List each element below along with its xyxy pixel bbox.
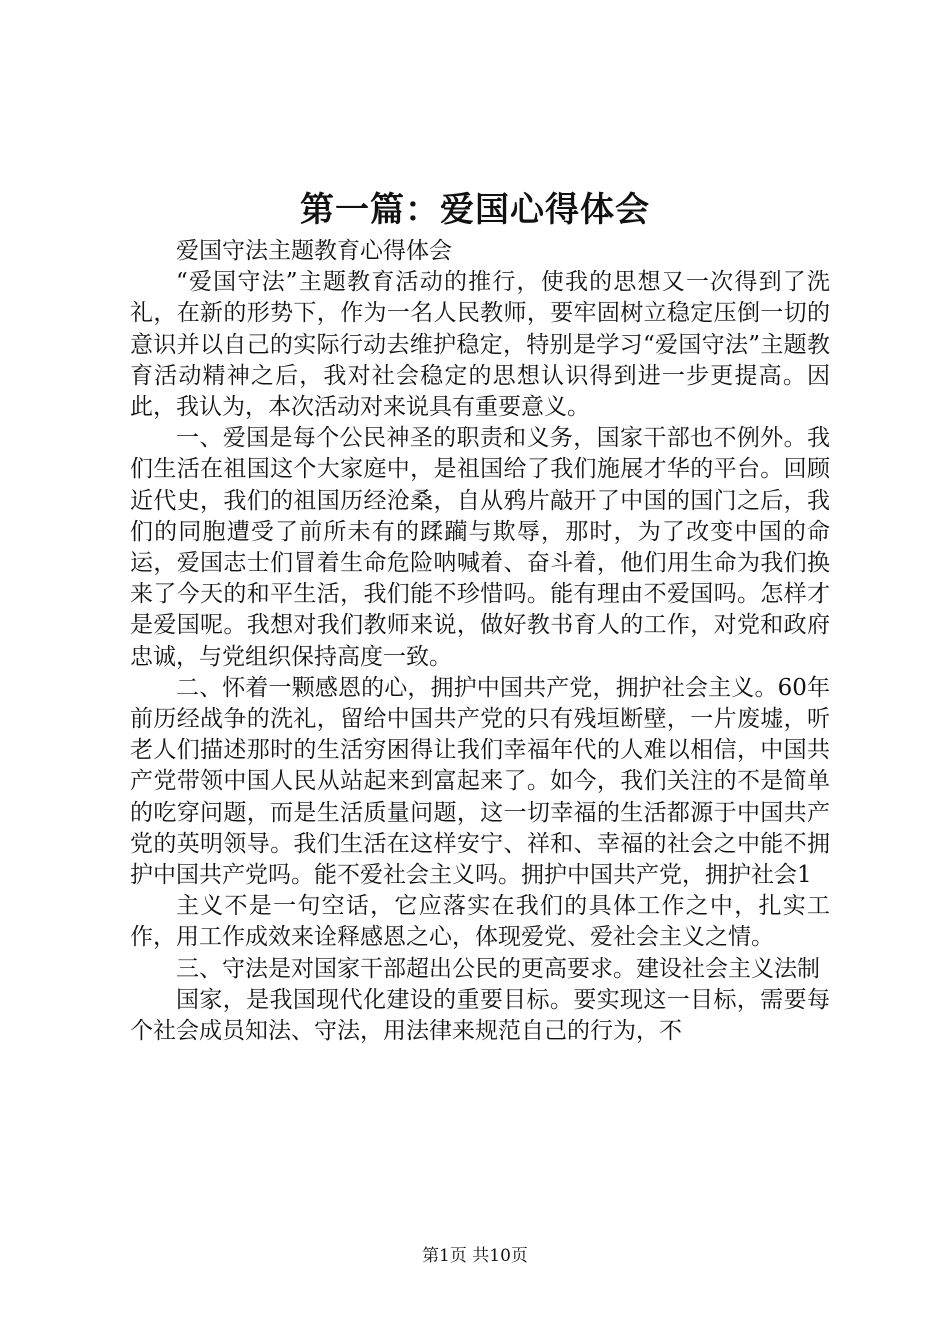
paragraph-section-three: 三、守法是对国家干部超出公民的更高要求。建设社会主义法制 — [176, 955, 820, 982]
document-title: 第一篇：爱国心得体会 — [300, 190, 650, 230]
document-body — [130, 236, 830, 1047]
paragraph-section-two: 二、怀着一颗感恩的心，拥护中国共产党，拥护社会主义。60年前历经战争的洗礼，留给中国共产党的只有残垣断壁，一片废墟，听老人们描述那时的生活穷困得让我们幸福年代的人难以相信，中国共产党带领中国人民从站起来到富起来了。如今，我们关注的不是简单的吃穿问题，而是生活质量问题，这一切幸福的生活都源于中国共产党的英明领导。我们生活在这样安宁、祥和、幸福的社会之中能不拥护中国共产党吗。能不爱社会主义吗。拥护中国共产党，拥护社会1 — [130, 674, 830, 889]
paragraph-section-two-continued: 主义不是一句空话，它应落实在我们的具体工作之中，扎实工作，用工作成效来诠释感恩之心，体现爱党、爱社会主义之情。 — [130, 893, 830, 951]
page-number-footer: 第1页 共10页 — [422, 1246, 528, 1266]
paragraph-section-three-continued: 国家，是我国现代化建设的重要目标。要实现这一目标，需要每个社会成员知法、守法，用法律来规范自己的行为，不 — [130, 986, 830, 1045]
paragraph-subtitle: 爱国守法主题教育心得体会 — [176, 238, 452, 264]
paragraph-intro: “爱国守法”主题教育活动的推行，使我的思想又一次得到了洗礼，在新的形势下，作为一名人民教师，要牢固树立稳定压倒一切的意识并以自己的实际行动去维护稳定，特别是学习“爱国守法”主题教育活动精神之后，我对社会稳定的思想认识得到进一步更提高。因此，我认为，本次活动对来说具有重要意义。 — [130, 269, 830, 421]
paragraph-section-one: 一、爱国是每个公民神圣的职责和义务，国家干部也不例外。我们生活在祖国这个大家庭中，是祖国给了我们施展才华的平台。回顾近代史，我们的祖国历经沧桑，自从鸦片敲开了中国的国门之后，我们的同胞遭受了前所未有的蹂躏与欺辱，那时，为了改变中国的命运，爱国志士们冒着生命危险呐喊着、奋斗着，他们用生命为我们换来了今天的和平生活，我们能不珍惜吗。能有理由不爱国吗。怎样才是爱国呢。我想对我们教师来说，做好教书育人的工作，对党和政府忠诚，与党组织保持高度一致。 — [130, 425, 830, 670]
